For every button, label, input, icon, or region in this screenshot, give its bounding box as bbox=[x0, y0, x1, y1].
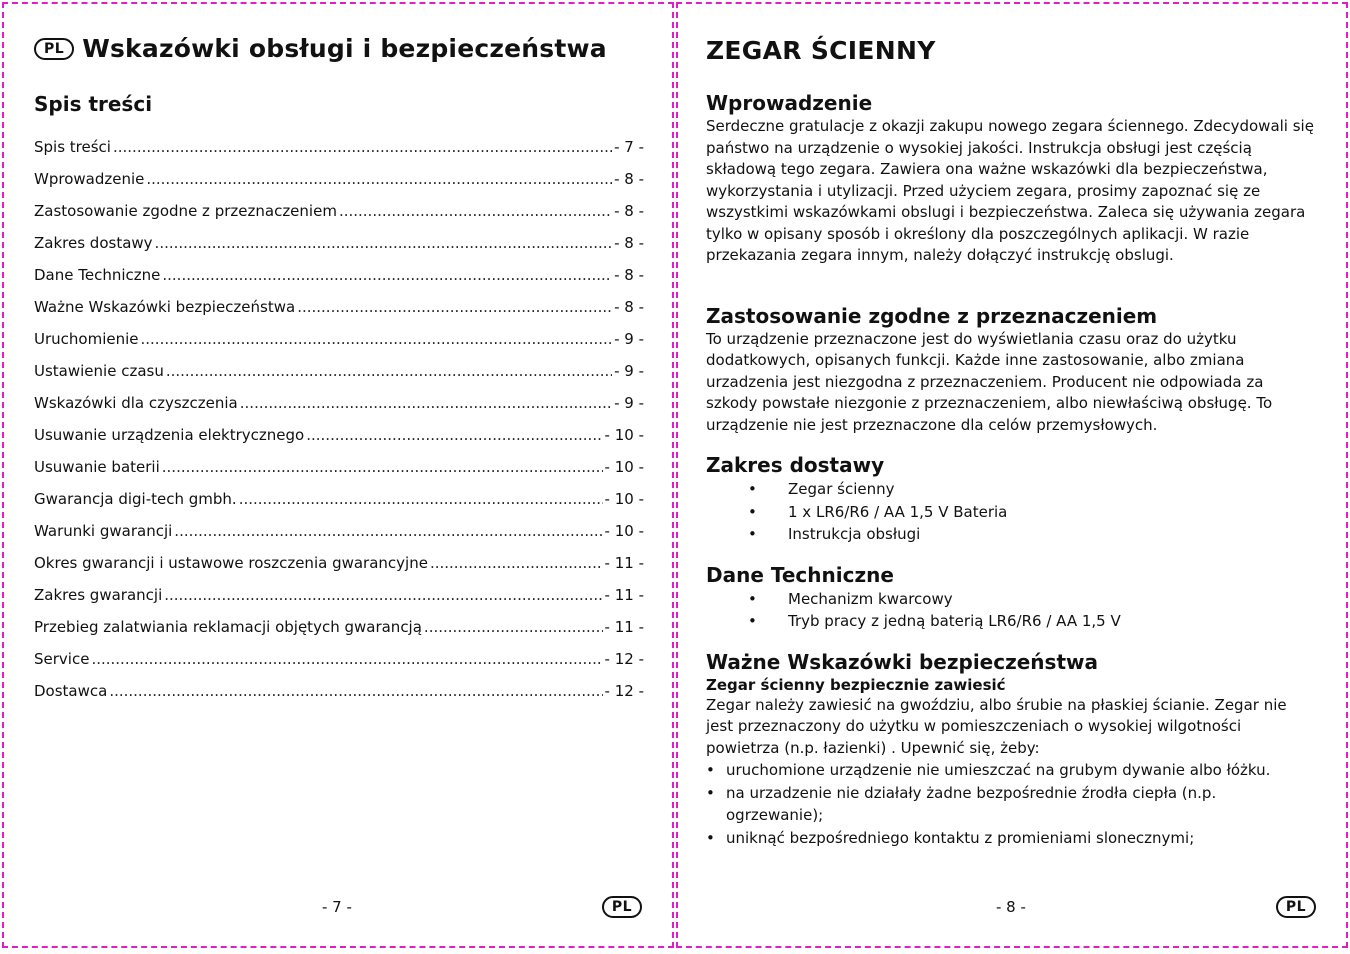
toc-entry bbox=[34, 138, 644, 170]
toc-entry bbox=[34, 586, 644, 618]
toc-entry-label: Ustawienie czasu bbox=[34, 362, 164, 380]
footer-language-badge: PL bbox=[602, 896, 642, 918]
toc-entry-label: Wprowadzenie bbox=[34, 170, 145, 188]
toc-entry bbox=[34, 298, 644, 330]
toc-leader-dots bbox=[297, 298, 612, 316]
toc-entry-page: - 9 - bbox=[614, 330, 644, 348]
section-heading: Ważne Wskazówki bezpieczeństwa bbox=[706, 649, 1098, 674]
section-heading: Dane Techniczne bbox=[706, 562, 894, 587]
list-item: • Instrukcja obsługi bbox=[706, 523, 1316, 546]
toc-leader-dots bbox=[239, 490, 603, 508]
delivery-list bbox=[706, 478, 1316, 546]
toc-entry bbox=[34, 522, 644, 554]
toc-entry-page: - 8 - bbox=[614, 298, 644, 316]
toc-entry-label: Okres gwarancji i ustawowe roszczenia gwarancyjne bbox=[34, 554, 428, 572]
section-delivery-scope bbox=[706, 452, 1316, 546]
footer-language-badge: PL bbox=[1276, 896, 1316, 918]
list-item: • Zegar ścienny bbox=[706, 478, 1316, 501]
technical-list bbox=[706, 588, 1316, 633]
toc-entry bbox=[34, 554, 644, 586]
toc-entry-label: Spis treści bbox=[34, 138, 111, 156]
safety-subheading: Zegar ścienny bezpiecznie zawiesić bbox=[706, 675, 1006, 694]
right-page-content bbox=[706, 34, 1316, 849]
toc-leader-dots bbox=[91, 650, 602, 668]
toc-entry-page: - 9 - bbox=[614, 362, 644, 380]
toc-entry bbox=[34, 394, 644, 426]
section-text: Zegar należy zawiesić na gwoździu, albo śrubie na płaskiej ścianie. Zegar nie jest przeznaczony do użytku w pomieszczeniach o wysokiej wilgotności powietrza (n.p. łazienki) . Upewnić się, żeby: bbox=[706, 695, 1287, 757]
toc-entry-label: Uruchomienie bbox=[34, 330, 139, 348]
toc-leader-dots bbox=[240, 394, 612, 412]
toc-leader-dots bbox=[430, 554, 603, 572]
toc-entry-label: Zastosowanie zgodne z przeznaczeniem bbox=[34, 202, 337, 220]
toc-entry-page: - 11 - bbox=[604, 554, 644, 572]
toc-entry-page: - 10 - bbox=[604, 522, 644, 540]
toc-entry-page: - 7 - bbox=[614, 138, 644, 156]
toc-entry-label: Wskazówki dla czyszczenia bbox=[34, 394, 238, 412]
toc-entry bbox=[34, 170, 644, 202]
toc-leader-dots bbox=[424, 618, 603, 636]
toc-entry bbox=[34, 202, 644, 234]
language-badge: PL bbox=[34, 38, 74, 60]
toc-entry bbox=[34, 650, 644, 682]
toc-entry-page: - 8 - bbox=[614, 234, 644, 252]
toc-entry bbox=[34, 458, 644, 490]
left-page bbox=[2, 2, 674, 948]
table-of-contents bbox=[34, 138, 644, 714]
section-safety bbox=[706, 649, 1316, 850]
toc-leader-dots bbox=[174, 522, 602, 540]
section-technical-data bbox=[706, 562, 1316, 633]
toc-entry-page: - 11 - bbox=[604, 618, 644, 636]
toc-entry-label: Warunki gwarancji bbox=[34, 522, 173, 540]
toc-leader-dots bbox=[113, 138, 612, 156]
toc-entry-page: - 9 - bbox=[614, 394, 644, 412]
toc-entry-label: Usuwanie urządzenia elektrycznego bbox=[34, 426, 305, 444]
toc-entry-page: - 8 - bbox=[614, 202, 644, 220]
safety-list bbox=[706, 759, 1316, 849]
toc-leader-dots bbox=[155, 234, 613, 252]
toc-entry-label: Dostawca bbox=[34, 682, 108, 700]
toc-entry-page: - 11 - bbox=[604, 586, 644, 604]
toc-leader-dots bbox=[166, 362, 612, 380]
toc-entry bbox=[34, 490, 644, 522]
toc-entry-page: - 10 - bbox=[604, 426, 644, 444]
toc-leader-dots bbox=[164, 586, 602, 604]
document-title: Wskazówki obsługi i bezpieczeństwa bbox=[82, 34, 607, 63]
list-item: • Mechanizm kwarcowy bbox=[706, 588, 1316, 611]
toc-leader-dots bbox=[339, 202, 612, 220]
toc-entry-label: Zakres gwarancji bbox=[34, 586, 163, 604]
toc-entry bbox=[34, 266, 644, 298]
toc-entry-label: Przebieg zalatwiania reklamacji objętych gwarancją bbox=[34, 618, 422, 636]
toc-leader-dots bbox=[109, 682, 602, 700]
toc-entry-label: Usuwanie baterii bbox=[34, 458, 160, 476]
list-item: • na urzadzenie nie działały żadne bezpośrednie źrodła ciepła (n.p. ogrzewanie); bbox=[706, 782, 1316, 827]
toc-heading: Spis treści bbox=[34, 92, 153, 116]
right-page bbox=[676, 2, 1348, 948]
page-number: - 8 - bbox=[996, 898, 1026, 916]
toc-entry bbox=[34, 618, 644, 650]
page-number: - 7 - bbox=[322, 898, 352, 916]
toc-entry bbox=[34, 330, 644, 362]
list-item: • uniknąć bezpośredniego kontaktu z promieniami slonecznymi; bbox=[706, 827, 1316, 850]
toc-leader-dots bbox=[162, 458, 603, 476]
section-heading: Zakres dostawy bbox=[706, 453, 885, 477]
section-introduction bbox=[706, 90, 1316, 267]
list-item: • Tryb pracy z jedną baterią LR6/R6 / AA 1,5 V bbox=[706, 610, 1316, 633]
list-item: • 1 x LR6/R6 / AA 1,5 V Bateria bbox=[706, 501, 1316, 524]
section-text: Serdeczne gratulacje z okazji zakupu nowego zegara ściennego. Zdecydowali się państwo na urządzenie o wysokiej jakości. Instrukcja obsługi jest częścią składową tego zegara. Zawiera ona ważne wskazówki dla bezpieczeństwa, wykorzystania i utylizacji. Przed użyciem zegara, prosimy zapoznać się ze wszystkimi wskazówkami obslugi i bezpieczeństwa. Zaleca się używania zegara tylko w opisany sposób i określony dla poszczególnych aplikacji. W razie przekazania zegara innym, należy dołączyć instrukcję obslugi. bbox=[706, 117, 1314, 264]
toc-leader-dots bbox=[141, 330, 613, 348]
list-item: • uruchomione urządzenie nie umieszczać na grubym dywanie albo łóżku. bbox=[706, 759, 1316, 782]
section-intended-use bbox=[706, 303, 1316, 437]
toc-entry bbox=[34, 362, 644, 394]
section-heading: Zastosowanie zgodne z przeznaczeniem bbox=[706, 303, 1158, 328]
toc-leader-dots bbox=[162, 266, 612, 284]
toc-leader-dots bbox=[306, 426, 602, 444]
toc-entry-label: Zakres dostawy bbox=[34, 234, 153, 252]
toc-leader-dots bbox=[146, 170, 612, 188]
document-title-block bbox=[34, 34, 607, 63]
toc-entry-page: - 10 - bbox=[604, 490, 644, 508]
toc-entry-page: - 12 - bbox=[604, 682, 644, 700]
toc-entry-page: - 12 - bbox=[604, 650, 644, 668]
toc-entry bbox=[34, 426, 644, 458]
toc-entry-label: Dane Techniczne bbox=[34, 266, 161, 284]
section-text: To urządzenie przeznaczone jest do wyświetlania czasu oraz do użytku dodatkowych, opisanych funkcji. Każde inne zastosowanie, albo zmiana urzadzenia jest niezgodna z przeznaczeniem. Producent nie odpowiada za szkody powstałe niezgonie z przeznaczeniem, albo niewłaściwą obsługę. To urządzenie nie jest przeznaczone dla celów przemysłowych. bbox=[706, 329, 1273, 434]
toc-entry-page: - 10 - bbox=[604, 458, 644, 476]
toc-entry-label: Service bbox=[34, 650, 90, 668]
toc-entry-page: - 8 - bbox=[614, 266, 644, 284]
toc-entry-label: Gwarancja digi-tech gmbh. bbox=[34, 490, 237, 508]
product-title: ZEGAR ŚCIENNY bbox=[706, 36, 936, 65]
toc-entry bbox=[34, 234, 644, 266]
toc-entry-label: Ważne Wskazówki bezpieczeństwa bbox=[34, 298, 296, 316]
section-heading: Wprowadzenie bbox=[706, 91, 873, 115]
toc-entry bbox=[34, 682, 644, 714]
toc-entry-page: - 8 - bbox=[614, 170, 644, 188]
